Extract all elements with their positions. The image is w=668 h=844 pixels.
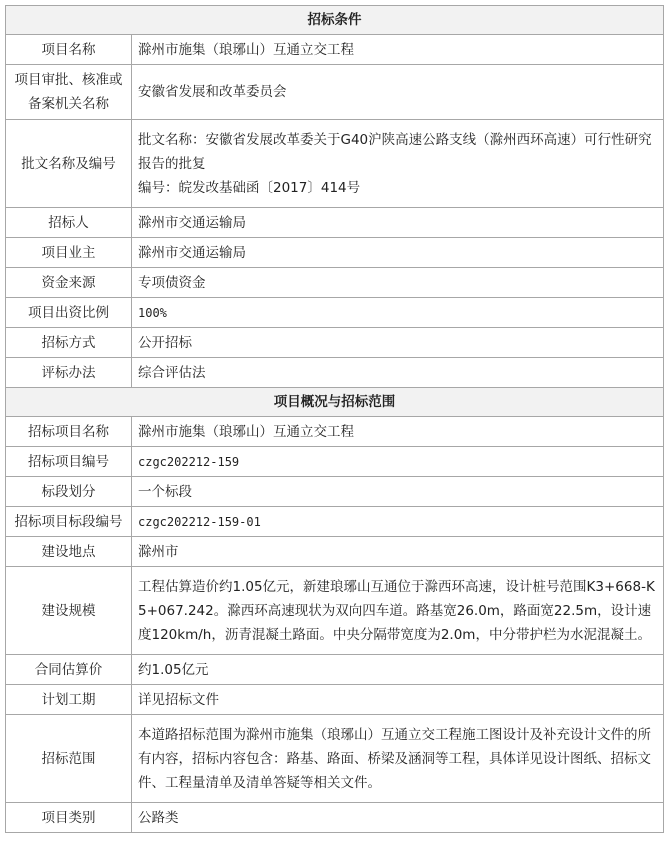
row-value-construction-site: 滁州市	[132, 537, 664, 567]
table-row	[6, 120, 664, 208]
table-row	[6, 537, 664, 567]
row-value-tender-project-name: 滁州市施集（琅琊山）互通立交工程	[132, 417, 664, 447]
section-header-row	[6, 388, 664, 417]
table-row	[6, 208, 664, 238]
row-value-tenderer: 滁州市交通运输局	[132, 208, 664, 238]
approval-document-name: 批文名称：安徽省发展改革委关于G40沪陕高速公路支线（滁州西环高速）可行性研究报告的批复	[138, 131, 652, 172]
row-value-tender-project-number: czgc202212-159	[132, 447, 664, 477]
table-row	[6, 803, 664, 833]
row-label-tender-scope: 招标范围	[6, 715, 132, 803]
row-label-lot-division: 标段划分	[6, 477, 132, 507]
table-row	[6, 328, 664, 358]
row-value-project-name: 滁州市施集（琅琊山）互通立交工程	[132, 35, 664, 65]
row-label-tender-project-number: 招标项目编号	[6, 447, 132, 477]
row-value-project-category: 公路类	[132, 803, 664, 833]
row-value-evaluation-method: 综合评估法	[132, 358, 664, 388]
row-label-planned-duration: 计划工期	[6, 685, 132, 715]
approval-document-number: 编号：皖发改基础函〔2017〕414号	[138, 179, 361, 196]
row-label-lot-number: 招标项目标段编号	[6, 507, 132, 537]
table-row	[6, 238, 664, 268]
table-row	[6, 298, 664, 328]
table-row	[6, 507, 664, 537]
table-row	[6, 655, 664, 685]
row-label-funding-source: 资金来源	[6, 268, 132, 298]
table-row	[6, 477, 664, 507]
table-row	[6, 417, 664, 447]
row-label-approval-document: 批文名称及编号	[6, 120, 132, 208]
section-header-row	[6, 6, 664, 35]
table-row	[6, 35, 664, 65]
tender-info-table	[5, 5, 664, 833]
row-label-contract-estimate: 合同估算价	[6, 655, 132, 685]
table-row	[6, 685, 664, 715]
row-value-approval-authority: 安徽省发展和改革委员会	[132, 65, 664, 120]
row-label-project-category: 项目类别	[6, 803, 132, 833]
row-label-tenderer: 招标人	[6, 208, 132, 238]
row-label-project-owner: 项目业主	[6, 238, 132, 268]
row-value-lot-number: czgc202212-159-01	[132, 507, 664, 537]
table-row	[6, 268, 664, 298]
row-value-tender-method: 公开招标	[132, 328, 664, 358]
section-title-project-overview: 项目概况与招标范围	[6, 388, 664, 417]
row-value-funding-ratio: 100%	[132, 298, 664, 328]
row-value-approval-document	[132, 120, 664, 208]
row-label-tender-method: 招标方式	[6, 328, 132, 358]
row-label-evaluation-method: 评标办法	[6, 358, 132, 388]
row-value-construction-scale: 工程估算造价约1.05亿元，新建琅琊山互通位于滁西环高速，设计桩号范围K3+668-K5+067.242。滁西环高速现状为双向四车道。路基宽26.0m，路面宽22.5m，设计速度120km/h，沥青混凝土路面。中央分隔带宽度为2.0m，中分带护栏为水泥混凝土。	[132, 567, 664, 655]
table-row	[6, 65, 664, 120]
row-value-contract-estimate: 约1.05亿元	[132, 655, 664, 685]
row-value-tender-scope: 本道路招标范围为滁州市施集（琅琊山）互通立交工程施工图设计及补充设计文件的所有内容，招标内容包含：路基、路面、桥梁及涵洞等工程，具体详见设计图纸、招标文件、工程量清单及清单答疑等相关文件。	[132, 715, 664, 803]
row-label-approval-authority: 项目审批、核准或备案机关名称	[6, 65, 132, 120]
row-value-lot-division: 一个标段	[132, 477, 664, 507]
table-row	[6, 567, 664, 655]
table-row	[6, 715, 664, 803]
row-label-tender-project-name: 招标项目名称	[6, 417, 132, 447]
row-label-project-name: 项目名称	[6, 35, 132, 65]
table-row	[6, 358, 664, 388]
row-value-funding-source: 专项债资金	[132, 268, 664, 298]
row-label-construction-scale: 建设规模	[6, 567, 132, 655]
row-label-construction-site: 建设地点	[6, 537, 132, 567]
row-value-planned-duration: 详见招标文件	[132, 685, 664, 715]
table-row	[6, 447, 664, 477]
row-value-project-owner: 滁州市交通运输局	[132, 238, 664, 268]
row-label-funding-ratio: 项目出资比例	[6, 298, 132, 328]
section-title-tender-conditions: 招标条件	[6, 6, 664, 35]
